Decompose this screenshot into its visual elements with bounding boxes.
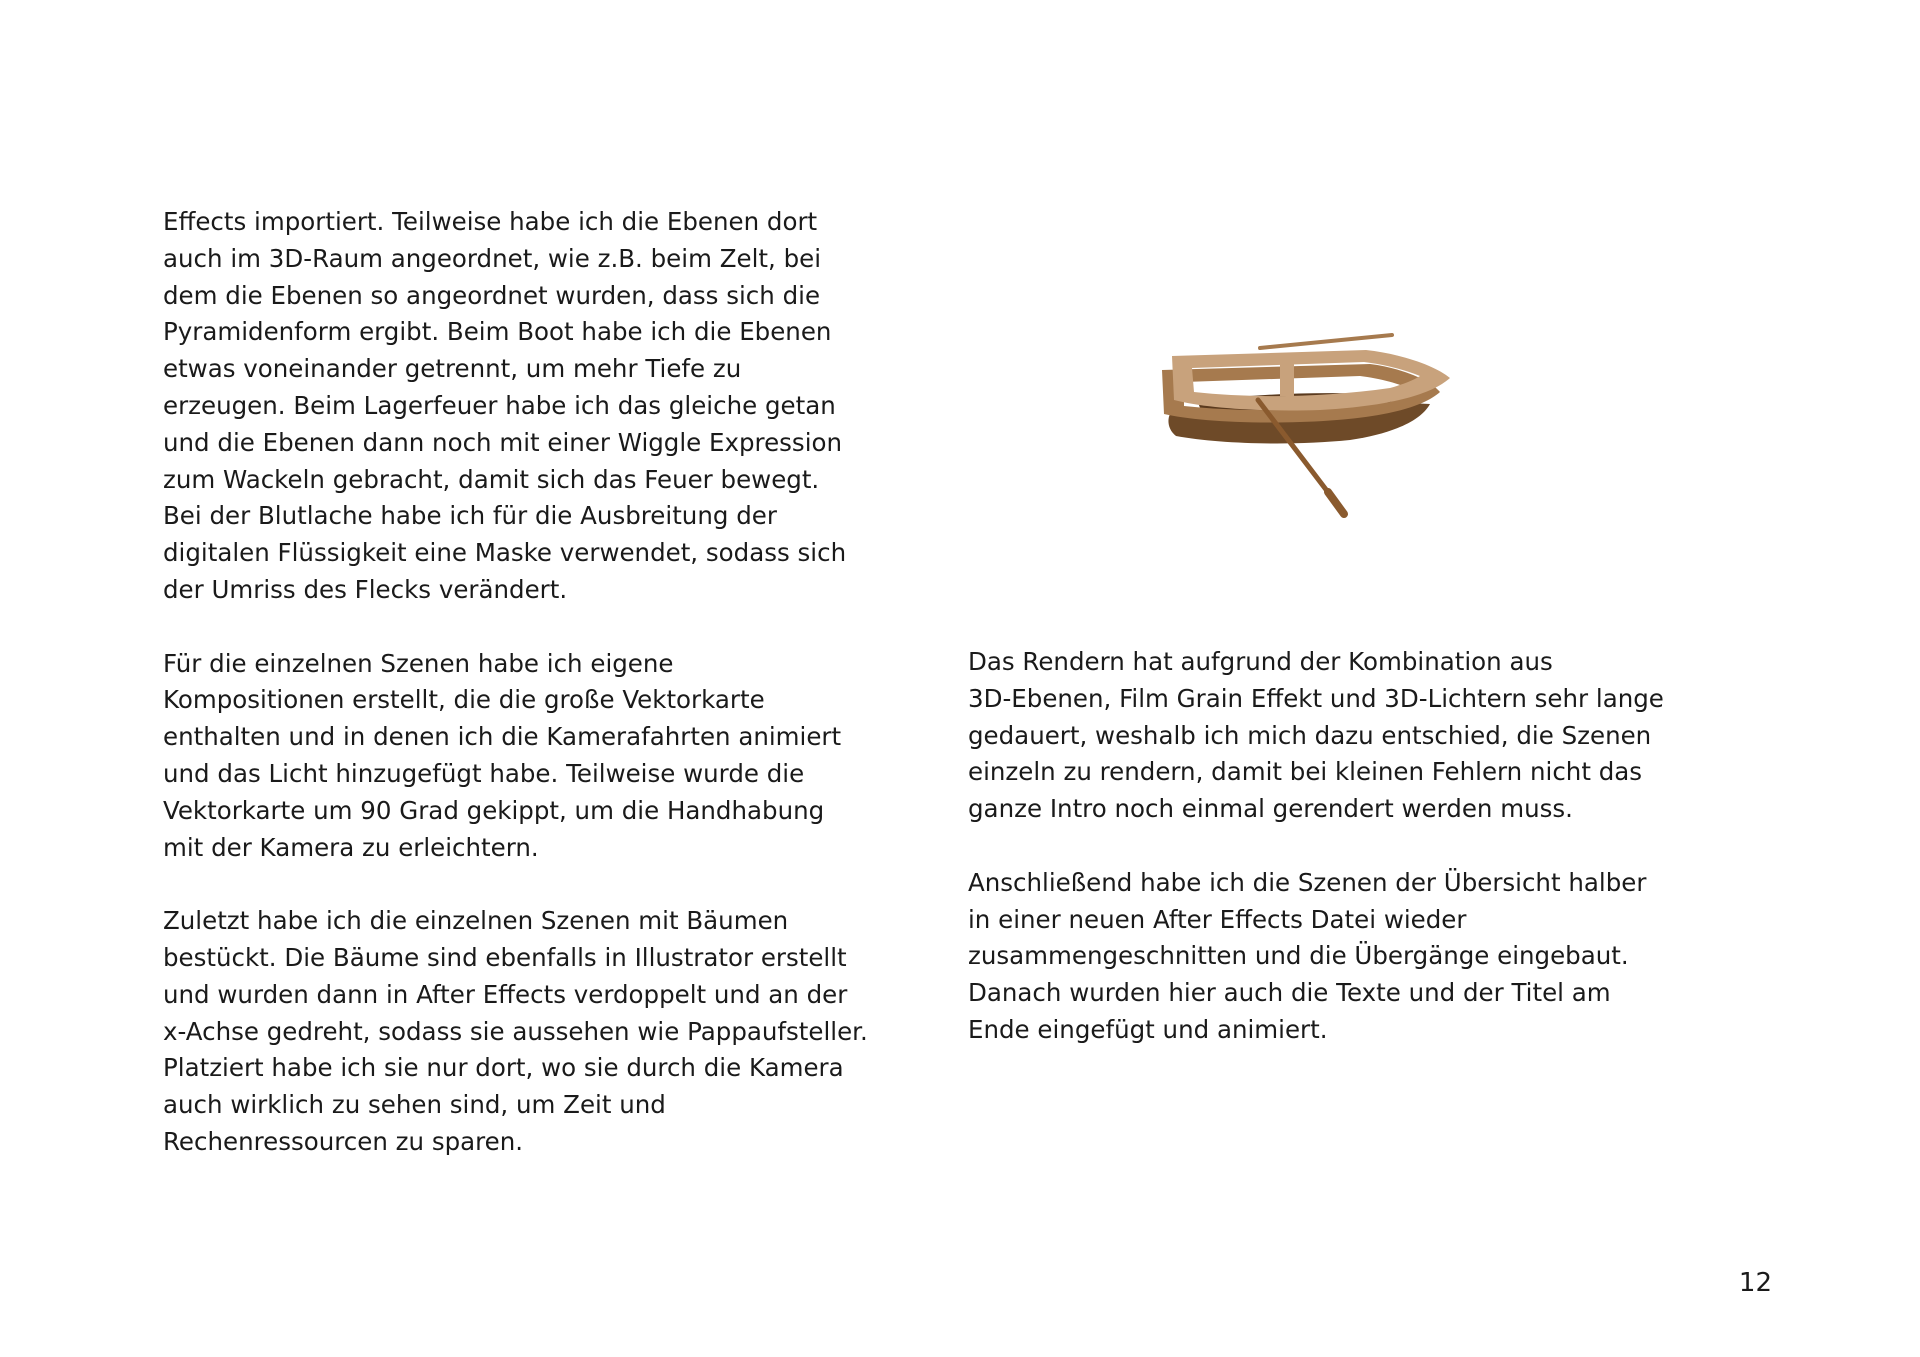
- text-line: Kompositionen erstellt, die die große Vektorkarte: [163, 685, 765, 715]
- text-line: gedauert, weshalb ich mich dazu entschied, die Szenen: [968, 720, 1652, 750]
- paragraph-compositions: [163, 646, 883, 867]
- text-line: Für die einzelnen Szenen habe ich eigene: [163, 648, 674, 678]
- paragraph-assembly: [968, 865, 1688, 1049]
- text-line: auch im 3D-Raum angeordnet, wie z.B. beim Zelt, bei: [163, 243, 821, 273]
- rowboat-icon: [1140, 322, 1460, 528]
- front-oar-blade: [1328, 492, 1344, 514]
- text-line: Das Rendern hat aufgrund der Kombination aus: [968, 647, 1553, 676]
- page-number: 12: [1738, 1268, 1772, 1298]
- paragraph-rendering: [968, 644, 1688, 828]
- text-line: bestückt. Die Bäume sind ebenfalls in Illustrator erstellt: [163, 942, 847, 972]
- text-line: und das Licht hinzugefügt habe. Teilweise wurde die: [163, 758, 805, 788]
- text-line: digitalen Flüssigkeit eine Maske verwendet, sodass sich: [163, 538, 847, 568]
- text-line: dem die Ebenen so angeordnet wurden, dass sich die: [163, 280, 821, 310]
- text-line: ganze Intro noch einmal gerendert werden muss.: [968, 794, 1573, 824]
- text-line: Vektorkarte um 90 Grad gekippt, um die Handhabung: [163, 795, 825, 825]
- paragraph-trees: [163, 903, 883, 1161]
- text-line: 3D-Ebenen, Film Grain Effekt und 3D-Lichtern sehr lange: [968, 683, 1664, 713]
- right-text-column: [968, 644, 1688, 1049]
- text-line: Danach wurden hier auch die Texte und der Titel am: [968, 978, 1611, 1008]
- text-line: zusammengeschnitten und die Übergänge eingebaut.: [968, 941, 1629, 971]
- text-line: etwas voneinander getrennt, um mehr Tiefe zu: [163, 354, 742, 384]
- text-line: Bei der Blutlache habe ich für die Ausbreitung der: [163, 501, 777, 531]
- text-line: Rechenressourcen zu sparen.: [163, 1126, 524, 1156]
- text-line: und wurden dann in After Effects verdoppelt und an der: [163, 979, 848, 1009]
- text-line: und die Ebenen dann noch mit einer Wiggle Expression: [163, 427, 843, 457]
- text-line: mit der Kamera zu erleichtern.: [163, 832, 539, 862]
- text-line: Pyramidenform ergibt. Beim Boot habe ich die Ebenen: [163, 317, 832, 347]
- text-line: in einer neuen After Effects Datei wieder: [968, 904, 1467, 934]
- text-line: Zuletzt habe ich die einzelnen Szenen mit Bäumen: [163, 906, 789, 936]
- text-line: enthalten und in denen ich die Kamerafahrten animiert: [163, 722, 842, 752]
- text-line: der Umriss des Flecks verändert.: [163, 574, 568, 604]
- text-line: auch wirklich zu sehen sind, um Zeit und: [163, 1090, 666, 1120]
- text-line: erzeugen. Beim Lagerfeuer habe ich das gleiche getan: [163, 390, 836, 420]
- text-line: einzeln zu rendern, damit bei kleinen Fehlern nicht das: [968, 757, 1643, 787]
- upper-oar: [1260, 335, 1392, 348]
- hull-seat: [1280, 362, 1294, 396]
- text-line: x-Achse gedreht, sodass sie aussehen wie Pappaufsteller.: [163, 1016, 868, 1046]
- text-line: Effects importiert. Teilweise habe ich die Ebenen dort: [163, 207, 818, 236]
- text-line: Ende eingefügt und animiert.: [968, 1014, 1328, 1044]
- left-text-column: [163, 204, 883, 1161]
- text-line: zum Wackeln gebracht, damit sich das Feuer bewegt.: [163, 464, 820, 494]
- paragraph-layers-3d: [163, 204, 883, 609]
- text-line: Platziert habe ich sie nur dort, wo sie durch die Kamera: [163, 1053, 844, 1083]
- text-line: Anschließend habe ich die Szenen der Übersicht halber: [968, 867, 1647, 897]
